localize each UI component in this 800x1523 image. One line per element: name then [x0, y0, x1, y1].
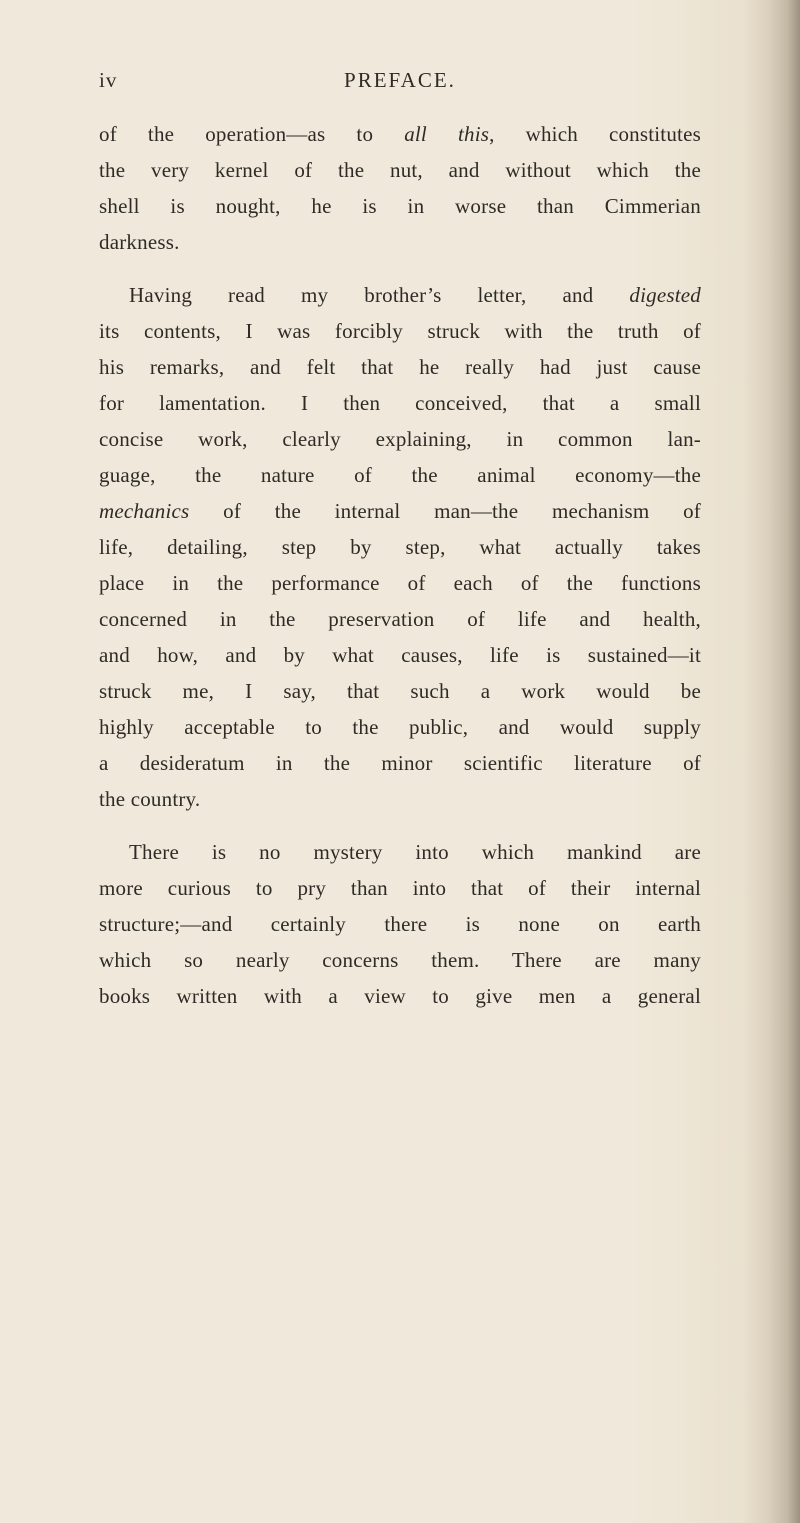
text-line [99, 188, 701, 224]
text-line [99, 781, 701, 817]
text-run: of the internal man—the mechanism of [189, 499, 701, 523]
text-line [99, 709, 701, 745]
text-line [99, 277, 701, 313]
paragraph [99, 116, 701, 260]
text-run: darkness. [99, 230, 180, 254]
text-run: place in the performance of each of the functions [99, 571, 701, 595]
text-line [99, 870, 701, 906]
text-run: structure;—and certainly there is none on earth [99, 912, 701, 936]
text-line [99, 673, 701, 709]
text-run: struck me, I say, that such a work would be [99, 679, 701, 703]
text-line [99, 601, 701, 637]
text-run: which so nearly concerns them. There are many [99, 948, 701, 972]
text-line [99, 349, 701, 385]
text-run: and how, and by what causes, life is sustained—it [99, 643, 701, 667]
text-line [99, 942, 701, 978]
text-run: the very kernel of the nut, and without which the [99, 158, 701, 182]
text-run: the country. [99, 787, 201, 811]
text-line [99, 457, 701, 493]
text-run: , which constitutes [489, 122, 701, 146]
text-run: There is no mystery into which mankind are [129, 840, 701, 864]
text-line [99, 637, 701, 673]
italic-text-run: digested [629, 283, 701, 307]
text-line [99, 906, 701, 942]
text-line [99, 565, 701, 601]
paragraph [99, 834, 701, 1014]
text-run: Having read my brother’s letter, and [129, 283, 630, 307]
page-edge-shadow [742, 0, 800, 1523]
text-line [99, 116, 701, 152]
text-run: concise work, clearly explaining, in common lan- [99, 427, 701, 451]
text-line [99, 493, 701, 529]
text-line [99, 978, 701, 1014]
text-run: concerned in the preservation of life and health, [99, 607, 701, 631]
text-block [99, 0, 701, 1014]
text-line [99, 385, 701, 421]
text-run: shell is nought, he is in worse than Cimmerian [99, 194, 701, 218]
running-title: PREFACE. [344, 68, 456, 92]
text-line [99, 224, 701, 260]
text-line [99, 152, 701, 188]
italic-text-run: mechanics [99, 499, 190, 523]
text-run: highly acceptable to the public, and would supply [99, 715, 701, 739]
text-run: of the operation—as to [99, 122, 405, 146]
italic-text-run: all this [404, 122, 490, 146]
text-run: for lamentation. I then conceived, that a small [99, 391, 701, 415]
body-text [99, 116, 701, 1014]
text-run: life, detailing, step by step, what actually takes [99, 535, 701, 559]
text-line [99, 421, 701, 457]
page-header [99, 68, 701, 100]
text-run: its contents, I was forcibly struck with the truth of [99, 319, 701, 343]
text-line [99, 529, 701, 565]
text-line [99, 834, 701, 870]
page-number: iv [99, 68, 118, 92]
text-run: a desideratum in the minor scientific literature of [99, 751, 701, 775]
text-line [99, 745, 701, 781]
text-run: books written with a view to give men a general [99, 984, 701, 1008]
text-run: his remarks, and felt that he really had just cause [99, 355, 701, 379]
paragraph [99, 277, 701, 817]
text-line [99, 313, 701, 349]
text-run: more curious to pry than into that of their internal [99, 876, 701, 900]
text-run: guage, the nature of the animal economy—the [99, 463, 701, 487]
